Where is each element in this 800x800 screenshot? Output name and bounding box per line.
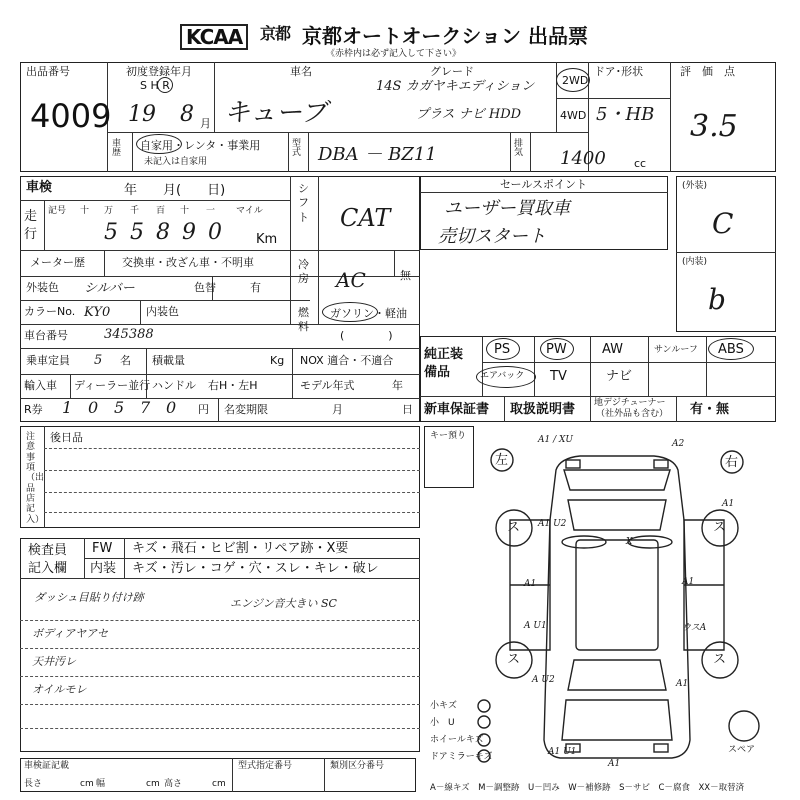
mark-3: A1 — [524, 579, 537, 589]
mileage-col-4: 百 — [156, 206, 166, 216]
handle-label: ハンドル — [152, 379, 196, 392]
bottom-f3: 類別区分番号 — [330, 761, 385, 771]
color-no-value: KY0 — [84, 305, 111, 320]
fuel-circle — [322, 302, 378, 322]
mark-5: A1 — [722, 499, 735, 509]
r-digit-2: 5 — [114, 398, 125, 417]
mark-10: A1 U1 — [548, 747, 577, 757]
name-change-month: 月 — [332, 403, 343, 416]
shift-value: CAT — [340, 204, 391, 232]
legend-codes: A－線キズ M－調整跡 U－凹み W－補修跡 S－サビ C－腐食 XX－取替済 — [430, 783, 745, 793]
shaken-fields: 年 月( 日) — [124, 183, 226, 198]
capacity-label: 乗車定員 — [26, 354, 70, 367]
interior-insp-label: 内装 — [90, 561, 117, 576]
color-label: 外装色 — [26, 281, 59, 294]
lot-number: 4009 — [30, 97, 112, 135]
iro-value: 有 — [250, 281, 261, 294]
door-label: ドア･形状 — [594, 65, 644, 78]
model-label: 型式 — [292, 139, 302, 158]
mileage-col-3: 千 — [130, 206, 140, 216]
meter-label: メーター歴 — [30, 256, 85, 269]
insp-note1: ダッシュ目貼り付け跡 — [34, 591, 144, 604]
load-label: 積載量 — [152, 354, 185, 367]
chassis-label: 車台番号 — [24, 329, 68, 342]
mark-9: A1 — [676, 679, 689, 689]
r-digit-3: 7 — [140, 398, 151, 417]
mileage-digit-3: 9 — [182, 220, 196, 245]
warranty-label: 新車保証書 — [424, 402, 490, 417]
usage-circle — [136, 134, 182, 154]
grade-line1: 14S カガヤキエディション — [376, 79, 535, 94]
import-label: 輸入車 — [24, 379, 57, 392]
mileage-col-1: 十 — [80, 206, 90, 216]
bottom-l2: 幅 — [96, 779, 106, 789]
lot-label: 出品番号 — [26, 65, 70, 78]
equip-r2-0: エアバック — [480, 371, 525, 381]
s-mark-fr: ス — [713, 520, 727, 535]
equip-r1-3: サンルーフ — [654, 345, 698, 355]
manual-label: 取扱説明書 — [510, 402, 576, 417]
capacity-value: 5 — [94, 353, 103, 368]
bottom-u2: cm — [146, 779, 160, 789]
meter-opts: 交換車・改ざん車・不明車 — [122, 256, 254, 269]
equip-label: 純正装備品 — [424, 347, 464, 381]
inspector-label: 検査員記入欄 — [28, 543, 68, 576]
sales-label: セールスポイント — [500, 178, 588, 191]
eval-box — [676, 176, 776, 332]
legend-0: 小キズ — [430, 701, 457, 711]
s-mark-rl: ス — [507, 652, 521, 667]
ps-circle — [486, 338, 520, 360]
model-year-unit: 年 — [392, 379, 403, 392]
ac-value: AC — [336, 268, 366, 292]
s-mark-fl: ス — [507, 520, 521, 535]
mileage-digit-4: 0 — [208, 220, 222, 245]
airbag-circle — [476, 366, 536, 388]
tuner-note: （社外品も含む） — [596, 409, 669, 419]
disp-value: 1400 — [560, 148, 606, 169]
drive-4wd: 4WD — [560, 109, 587, 122]
dealer-label: ディーラー並行 — [74, 379, 151, 392]
mileage-col-5: 十 — [180, 206, 190, 216]
bottom-f2: 型式指定番号 — [238, 761, 293, 771]
r-digit-4: 0 — [166, 398, 177, 417]
retrofit-label: 後日品 — [50, 431, 83, 444]
legend-2: ホイールキズ — [430, 735, 484, 745]
mark-7: ウスA — [682, 623, 707, 633]
bottom-f1: 車検証記載 — [24, 761, 70, 771]
chassis-value: 345388 — [104, 327, 154, 342]
equip-r1-4: ABS — [718, 342, 744, 357]
disp-unit: cc — [634, 157, 647, 170]
ac-none: 無 — [400, 269, 411, 282]
mark-4: A1 — [682, 577, 695, 587]
nox-label: NOX 適合・不適合 — [300, 354, 394, 367]
equip-r1-1: PW — [546, 342, 567, 357]
usage-label: 車歴 — [112, 139, 122, 158]
insp-note2: エンジン音大きい SC — [230, 597, 337, 610]
fuel-opts: ガソリン・軽油 — [330, 307, 407, 320]
mark-6: A U1 — [524, 621, 547, 631]
car-name: キューブ — [224, 98, 327, 128]
fw-label: FW — [92, 541, 113, 556]
mark-1: A2 — [672, 439, 685, 449]
form-subtitle: 《赤枠内は必ず記入して下さい》 — [326, 49, 462, 59]
reg-month: 8 — [180, 102, 194, 127]
name-change-day: 日 — [402, 403, 413, 416]
bottom-u3: cm — [212, 779, 226, 789]
iro-label: 色替 — [194, 281, 216, 294]
mileage-label: 走行 — [24, 209, 38, 243]
color-value: シルバー — [84, 281, 135, 296]
r-digit-0: 1 — [62, 398, 73, 417]
fuel-label: 燃料 — [298, 306, 309, 334]
key-label: キー預り — [430, 431, 467, 441]
bottom-l3: 高さ — [164, 779, 183, 789]
interior-label: 内装色 — [146, 305, 179, 318]
int-value: b — [708, 283, 726, 316]
model-year-label: モデル年式 — [300, 379, 355, 392]
model-value: DBA － BZ11 — [318, 144, 437, 165]
bottom-l1: 長さ — [24, 779, 43, 789]
equip-r2-1: TV — [550, 369, 567, 384]
legend-3: ドアミラーキズ — [430, 752, 493, 762]
insp-note4: 天井汚レ — [32, 655, 76, 668]
mark-12: X — [626, 537, 633, 547]
kcaa-logo: KCAA — [180, 24, 248, 50]
era-label: S H R — [140, 79, 170, 92]
legend-1: 小 U — [430, 718, 455, 728]
form-title: 京都オートオークション 出品票 — [302, 24, 588, 48]
fuel-paren: ( ) — [340, 329, 393, 342]
reg-year: 19 — [128, 102, 156, 127]
int-label: (内装) — [682, 257, 708, 267]
mark-11: A1 — [608, 759, 621, 769]
yes-no: 有・無 — [690, 402, 730, 417]
month-unit: 月 — [200, 117, 211, 130]
mileage-digit-2: 8 — [156, 220, 170, 245]
usage-opts: 自家用・レンタ・事業用 — [140, 139, 261, 152]
r-label: R券 — [24, 403, 43, 416]
fw-items: キズ・飛石・ヒビ割・リペア跡・X要 — [132, 541, 349, 556]
logo-city: 京都 — [260, 24, 291, 43]
s-mark-rr: ス — [713, 652, 727, 667]
era-circle — [157, 77, 173, 93]
pw-circle — [540, 338, 574, 360]
tuner-label: 地デジチューナー — [594, 398, 666, 408]
mileage-col-2: 万 — [104, 206, 114, 216]
car-name-label: 車名 — [290, 65, 312, 78]
equip-r2-2: ナビ — [606, 369, 633, 384]
sales-line1: ユーザー買取車 — [444, 198, 570, 219]
mileage-col-0: 記号 — [48, 206, 67, 216]
ext-label: (外装) — [682, 181, 708, 191]
usage-note: 未記入は自家用 — [144, 157, 208, 167]
door-value: 5・HB — [596, 104, 655, 125]
header — [180, 20, 620, 60]
notes-side-label: 注意事項（出品店記入） — [26, 432, 45, 525]
mark-2: A1 U2 — [538, 519, 567, 529]
mileage-digit-0: 5 — [104, 220, 118, 245]
load-unit: Kg — [270, 354, 285, 367]
spare-label: スペア — [728, 745, 756, 755]
reg-label: 初度登録年月 — [126, 65, 192, 78]
capacity-unit: 名 — [120, 354, 131, 367]
diagram-left: 左 — [495, 453, 509, 468]
diagram-right: 右 — [725, 455, 739, 470]
grade-label: グレード — [430, 65, 474, 78]
mileage-digit-1: 5 — [130, 220, 144, 245]
score-value: 3.5 — [690, 109, 738, 144]
ac-label: 冷房 — [298, 258, 309, 286]
name-change-label: 名変期限 — [224, 403, 268, 416]
interior-items: キズ・汚レ・コゲ・穴・スレ・キレ・破レ — [132, 561, 379, 576]
mileage-km: Km — [256, 232, 278, 247]
color-no-label: カラーNo. — [24, 305, 76, 318]
mark-8: A U2 — [532, 675, 555, 685]
mileage-col-6: 一 — [206, 206, 216, 216]
score-label: 評 価 点 — [680, 65, 735, 78]
abs-circle — [708, 338, 754, 360]
equip-r1-0: PS — [494, 342, 511, 357]
insp-note5: オイルモレ — [32, 683, 87, 696]
drive-circle — [556, 68, 590, 92]
insp-note3: ボディアヤアセ — [32, 627, 109, 640]
equip-r1-2: AW — [602, 342, 624, 357]
disp-label: 排気 — [514, 139, 524, 158]
ext-value: C — [712, 207, 734, 240]
bottom-u1: cm — [80, 779, 94, 789]
shift-label: シフト — [298, 182, 309, 224]
mark-0: A1 / XU — [538, 435, 573, 445]
shaken-label: 車検 — [26, 180, 53, 195]
drive-2wd: 2WD — [562, 74, 589, 87]
handle-opts: 右H・左H — [208, 379, 258, 392]
grade-line2: プラス ナビ HDD — [416, 107, 522, 122]
sales-line2: 売切スタート — [438, 226, 546, 247]
mileage-col-7: マイル — [236, 206, 263, 216]
r-digit-1: 0 — [88, 398, 99, 417]
r-unit: 円 — [198, 403, 209, 416]
